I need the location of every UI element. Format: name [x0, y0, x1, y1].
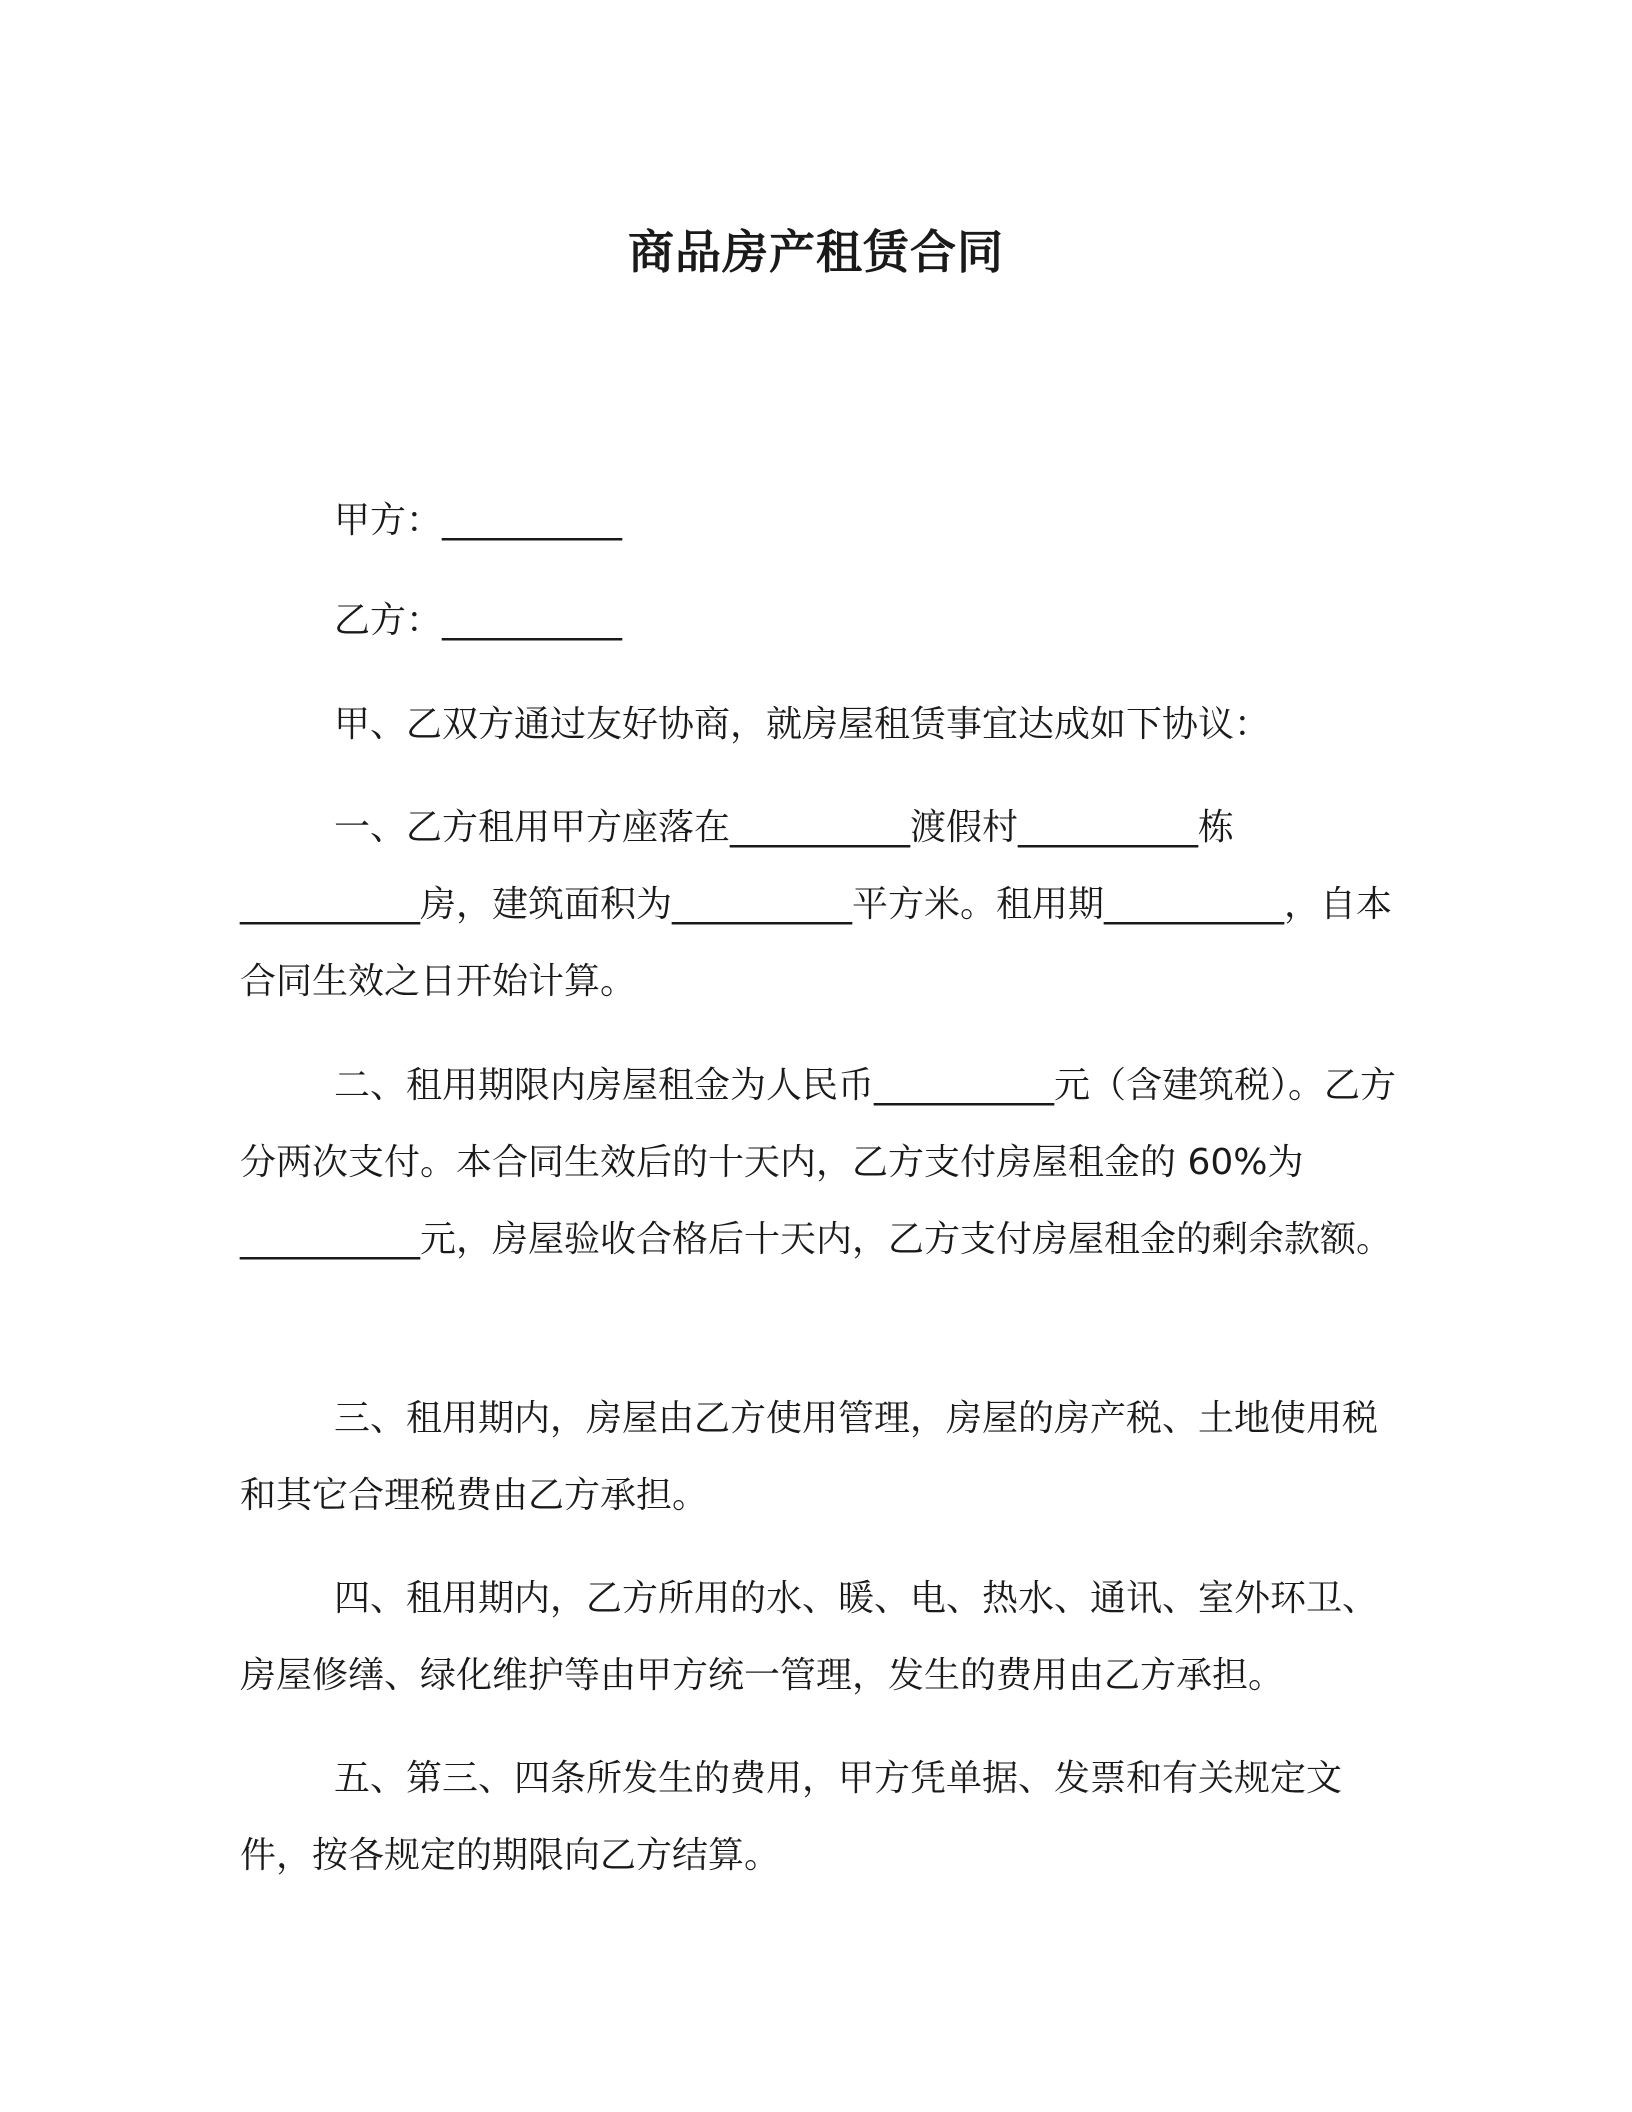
party-a-line: 甲方：__________: [334, 500, 623, 541]
clause-2: 二、租用期限内房屋租金为人民币__________元（含建筑税）。乙方分两次支付。本合同生效后的十天内，乙方支付房屋租金的 60%为__________元，房屋验收合格后十天内，乙方支付房屋租金的剩余款额。: [240, 1065, 1397, 1260]
clause-4: 四、租用期内，乙方所用的水、暖、电、热水、通讯、室外环卫、房屋修缮、绿化维护等由甲方统一管理，发生的费用由乙方承担。: [240, 1578, 1379, 1696]
clause-1: 一、乙方租用甲方座落在__________渡假村__________栋__________房，建筑面积为__________平方米。租用期__________，自本合同生效之日开始计算。: [240, 807, 1393, 1002]
clause-5: 五、第三、四条所发生的费用，甲方凭单据、发票和有关规定文件，按各规定的期限向乙方结算。: [240, 1758, 1343, 1876]
document-title: 商品房产租赁合同: [628, 225, 1004, 279]
intro-paragraph: 甲、乙双方通过友好协商，就房屋租赁事宜达成如下协议：: [334, 704, 1271, 745]
clause-3: 三、租用期内，房屋由乙方使用管理，房屋的房产税、土地使用税和其它合理税费由乙方承担。: [240, 1398, 1379, 1516]
party-b-line: 乙方：__________: [334, 600, 623, 641]
